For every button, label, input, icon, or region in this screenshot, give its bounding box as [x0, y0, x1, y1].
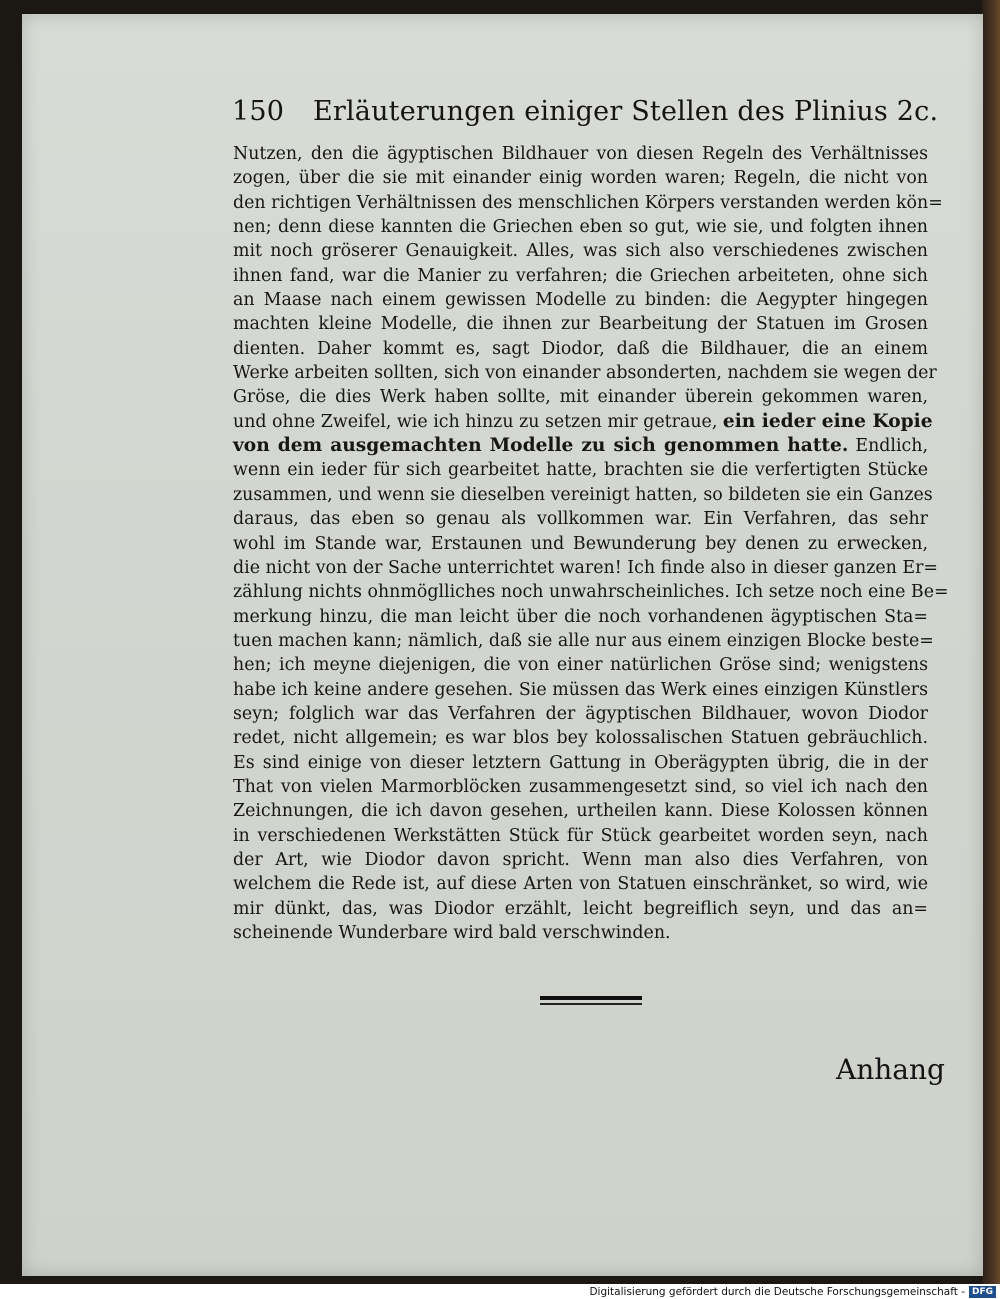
text-line	[233, 532, 928, 556]
dfg-logo-icon: DFG	[969, 1286, 996, 1298]
text-line	[233, 897, 928, 921]
text-line	[233, 629, 934, 653]
text-span: That von vielen Marmorblöcken zusammengesetzt sind, so viel ich nach den	[233, 776, 928, 797]
text-span: seyn; folglich war das Verfahren der ägyptischen Bildhauer, wovon Diodor	[233, 703, 928, 724]
text-line	[233, 483, 933, 507]
text-line	[233, 385, 928, 409]
text-span: zählung nichts ohnmöglliches noch unwahrscheinliches. Ich setze noch eine Be=	[233, 582, 949, 603]
text-span: an Maase nach einem gewissen Modelle zu binden: die Aegypter hingegen	[233, 290, 928, 311]
text-span: daraus, das eben so genau als vollkommen war. Ein Verfahren, das sehr	[233, 509, 928, 530]
text-span: Endlich,	[848, 436, 929, 457]
text-line	[233, 191, 943, 215]
text-span: nen; denn diese kannten die Griechen eben so gut, wie sie, und folgten ihnen	[233, 217, 928, 238]
text-line	[233, 264, 928, 288]
text-line	[233, 337, 928, 361]
text-span: Es sind einige von dieser letztern Gattung in Oberägypten übrig, die in der	[233, 752, 928, 773]
text-line	[233, 507, 928, 531]
text-span: mit noch gröserer Genauigkeit. Alles, was sich also verschiedenes zwischen	[233, 241, 928, 262]
text-span: die nicht von der Sache unterrichtet waren! Ich finde also in dieser ganzen Er=	[233, 557, 938, 578]
text-line	[233, 142, 928, 166]
page-number: 150	[232, 96, 285, 127]
text-line	[233, 458, 928, 482]
text-line	[233, 921, 928, 945]
text-line	[233, 556, 938, 580]
text-span: den richtigen Verhältnissen des menschlichen Körpers verstanden werden kön=	[233, 192, 943, 213]
footer-credit	[589, 1284, 1000, 1299]
text-line	[233, 312, 928, 336]
text-line	[233, 434, 928, 458]
text-line	[233, 580, 949, 604]
text-line	[233, 166, 928, 190]
text-line	[233, 775, 928, 799]
text-line	[233, 605, 928, 629]
text-span: und ohne Zweifel, wie ich hinzu zu setzen mir getraue,	[233, 411, 723, 432]
text-span: wohl im Stande war, Erstaunen und Bewunderung bey denen zu erwecken,	[233, 533, 928, 554]
book-edge	[982, 0, 1000, 1284]
text-line	[233, 872, 928, 896]
text-line	[233, 799, 928, 823]
text-line	[233, 215, 928, 239]
text-span: in verschiedenen Werkstätten Stück für Stück gearbeitet worden seyn, nach	[233, 825, 928, 846]
text-span: scheinende Wunderbare wird bald verschwinden.	[233, 923, 671, 943]
text-span: tuen machen kann; nämlich, daß sie alle nur aus einem einzigen Blocke beste=	[233, 630, 934, 651]
text-span: zogen, über die sie mit einander einig worden waren; Regeln, die nicht von	[233, 168, 928, 189]
text-line	[233, 288, 928, 312]
text-span: wenn ein ieder für sich gearbeitet hatte, brachten sie die verfertigten Stücke	[233, 460, 928, 481]
text-span: merkung hinzu, die man leicht über die noch vorhandenen ägyptischen Sta=	[233, 606, 928, 627]
section-divider	[540, 996, 642, 1005]
text-span: mir dünkt, das, was Diodor erzählt, leicht begreiflich seyn, und das an=	[233, 898, 928, 919]
text-line	[233, 239, 928, 263]
catchword: Anhang	[836, 1053, 945, 1086]
footer-credit-text: Digitalisierung gefördert durch die Deutsche Forschungsgemeinschaft -	[589, 1285, 965, 1298]
emphasized-text: von dem ausgemachten Modelle zu sich genommen hatte.	[233, 435, 849, 457]
text-span: dienten. Daher kommt es, sagt Diodor, daß die Bildhauer, die an einem	[233, 338, 928, 359]
text-line	[233, 726, 928, 750]
text-span: Gröse, die dies Werk haben sollte, mit einander überein gekommen waren,	[233, 387, 928, 408]
text-line	[233, 751, 928, 775]
text-line	[233, 653, 928, 677]
text-line	[233, 848, 928, 872]
emphasized-text: ein ieder eine Kopie	[722, 410, 933, 432]
text-span: Werke arbeiten sollten, sich von einander absonderten, nachdem sie wegen der	[233, 363, 937, 384]
text-span: welchem die Rede ist, auf diese Arten von Statuen einschränket, so wird, wie	[233, 874, 928, 895]
text-line	[233, 824, 928, 848]
text-span: habe ich keine andere gesehen. Sie müssen das Werk eines einzigen Künstlers	[233, 679, 928, 700]
running-head	[232, 96, 939, 136]
body-text	[233, 142, 949, 945]
text-line	[233, 410, 933, 434]
text-span: machten kleine Modelle, die ihnen zur Bearbeitung der Statuen im Grosen	[233, 314, 928, 335]
text-span: der Art, wie Diodor davon spricht. Wenn man also dies Verfahren, von	[233, 849, 928, 870]
text-span: Zeichnungen, die ich davon gesehen, urtheilen kann. Diese Kolossen können	[233, 801, 928, 822]
text-span: hen; ich meyne diejenigen, die von einer natürlichen Gröse sind; wenigstens	[233, 655, 928, 676]
text-span: Nutzen, den die ägyptischen Bildhauer von diesen Regeln des Verhältnisses	[233, 144, 928, 164]
text-span: ihnen fand, war die Manier zu verfahren; die Griechen arbeiteten, ohne sich	[233, 265, 928, 286]
text-span: zusammen, und wenn sie dieselben vereinigt hatten, so bildeten sie ein Ganzes	[233, 484, 933, 505]
running-title: Erläuterungen einiger Stellen des Plinius 2c.	[312, 96, 939, 127]
text-line	[233, 702, 928, 726]
text-line	[233, 361, 937, 385]
text-span: redet, nicht allgemein; es war blos bey kolossalischen Statuen gebräuchlich.	[233, 728, 928, 749]
text-line	[233, 678, 928, 702]
